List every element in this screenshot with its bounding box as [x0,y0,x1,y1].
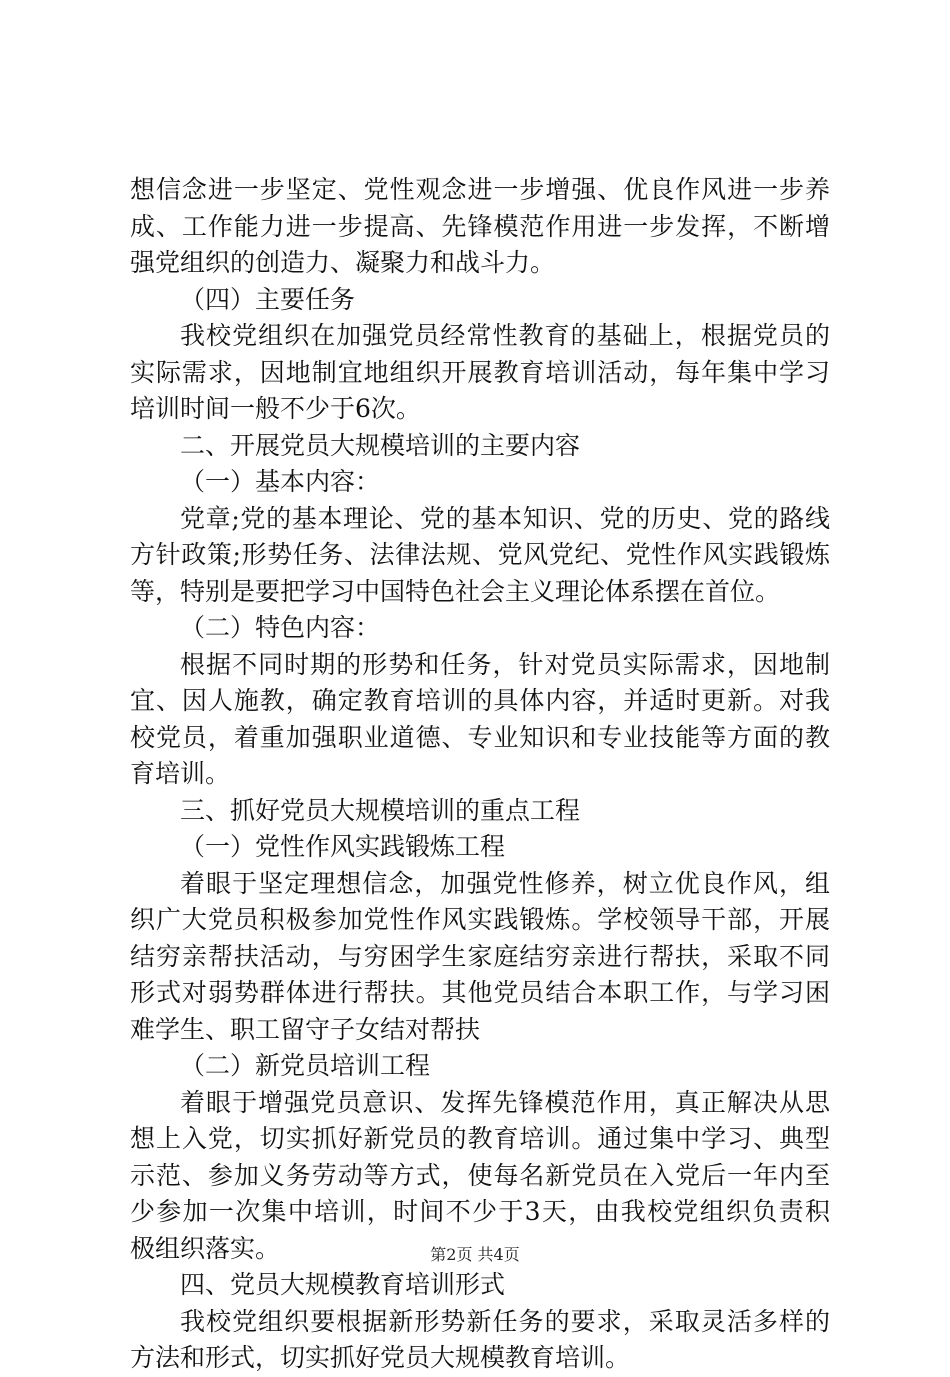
section-heading: 三、抓好党员大规模培训的重点工程 [180,795,581,825]
text-line: 我校党组织在加强党员经常性教育的基础上，根据党员的 [180,321,830,350]
text-line: 方法和形式，切实抓好党员大规模教育培训。 [130,1343,631,1372]
section-heading: （四）主要任务 [180,284,356,314]
text-line: 极组织落实。 [130,1233,281,1263]
section-heading: 四、党员大规模教育培训形式 [180,1270,506,1299]
page-number-footer: 第2页 共4页 [430,1245,520,1264]
text-line: 想信念进一步坚定、党性观念进一步增强、优良作风进一步养 [130,175,830,204]
text-line: 等，特别是要把学习中国特色社会主义理论体系摆在首位。 [130,576,781,606]
text-line: 织广大党员积极参加党性作风实践锻炼。学校领导干部，开展 [130,905,830,934]
text-line: 根据不同时期的形势和任务，针对党员实际需求，因地制 [180,649,830,679]
text-line: 示范、参加义务劳动等方式，使每名新党员在入党后一年内至 [130,1160,830,1190]
section-heading: 二、开展党员大规模培训的主要内容 [180,430,581,460]
text-line: 难学生、职工留守子女结对帮扶 [130,1014,481,1044]
text-line: 成、工作能力进一步提高、先锋模范作用进一步发挥，不断增 [130,211,830,241]
text-line: 育培训。 [130,759,231,788]
text-line: 实际需求，因地制宜地组织开展教育培训活动，每年集中学习 [130,357,830,387]
text-line: 形式对弱势群体进行帮扶。其他党员结合本职工作，与学习困 [130,978,830,1007]
text-line: 想上入党，切实抓好新党员的教育培训。通过集中学习、典型 [130,1124,830,1153]
text-line: 党章;党的基本理论、党的基本知识、党的历史、党的路线 [180,503,830,533]
section-heading: （一）基本内容： [180,467,381,496]
document-body [130,172,830,1377]
text-line: 少参加一次集中培训，时间不少于3天，由我校党组织负责积 [130,1197,830,1226]
section-heading: （一）党性作风实践锻炼工程 [180,832,506,861]
section-heading: （二）特色内容： [180,613,381,642]
text-line: 宜、因人施教，确定教育培训的具体内容，并适时更新。对我 [130,686,830,715]
text-line: 校党员，着重加强职业道德、专业知识和专业技能等方面的教 [130,722,830,752]
text-line: 强党组织的创造力、凝聚力和战斗力。 [130,248,556,277]
text-line: 培训时间一般不少于6次。 [130,394,421,423]
text-line: 着眼于坚定理想信念，加强党性修养，树立优良作风，组 [180,868,830,898]
text-line: 着眼于增强党员意识、发挥先锋模范作用，真正解决从思 [180,1087,830,1117]
text-line: 结穷亲帮扶活动，与穷困学生家庭结穷亲进行帮扶，采取不同 [130,941,830,971]
text-line: 我校党组织要根据新形势新任务的要求，采取灵活多样的 [180,1306,830,1336]
text-line: 方针政策;形势任务、法律法规、党风党纪、党性作风实践锻炼 [130,540,830,569]
section-heading: （二）新党员培训工程 [180,1051,431,1080]
